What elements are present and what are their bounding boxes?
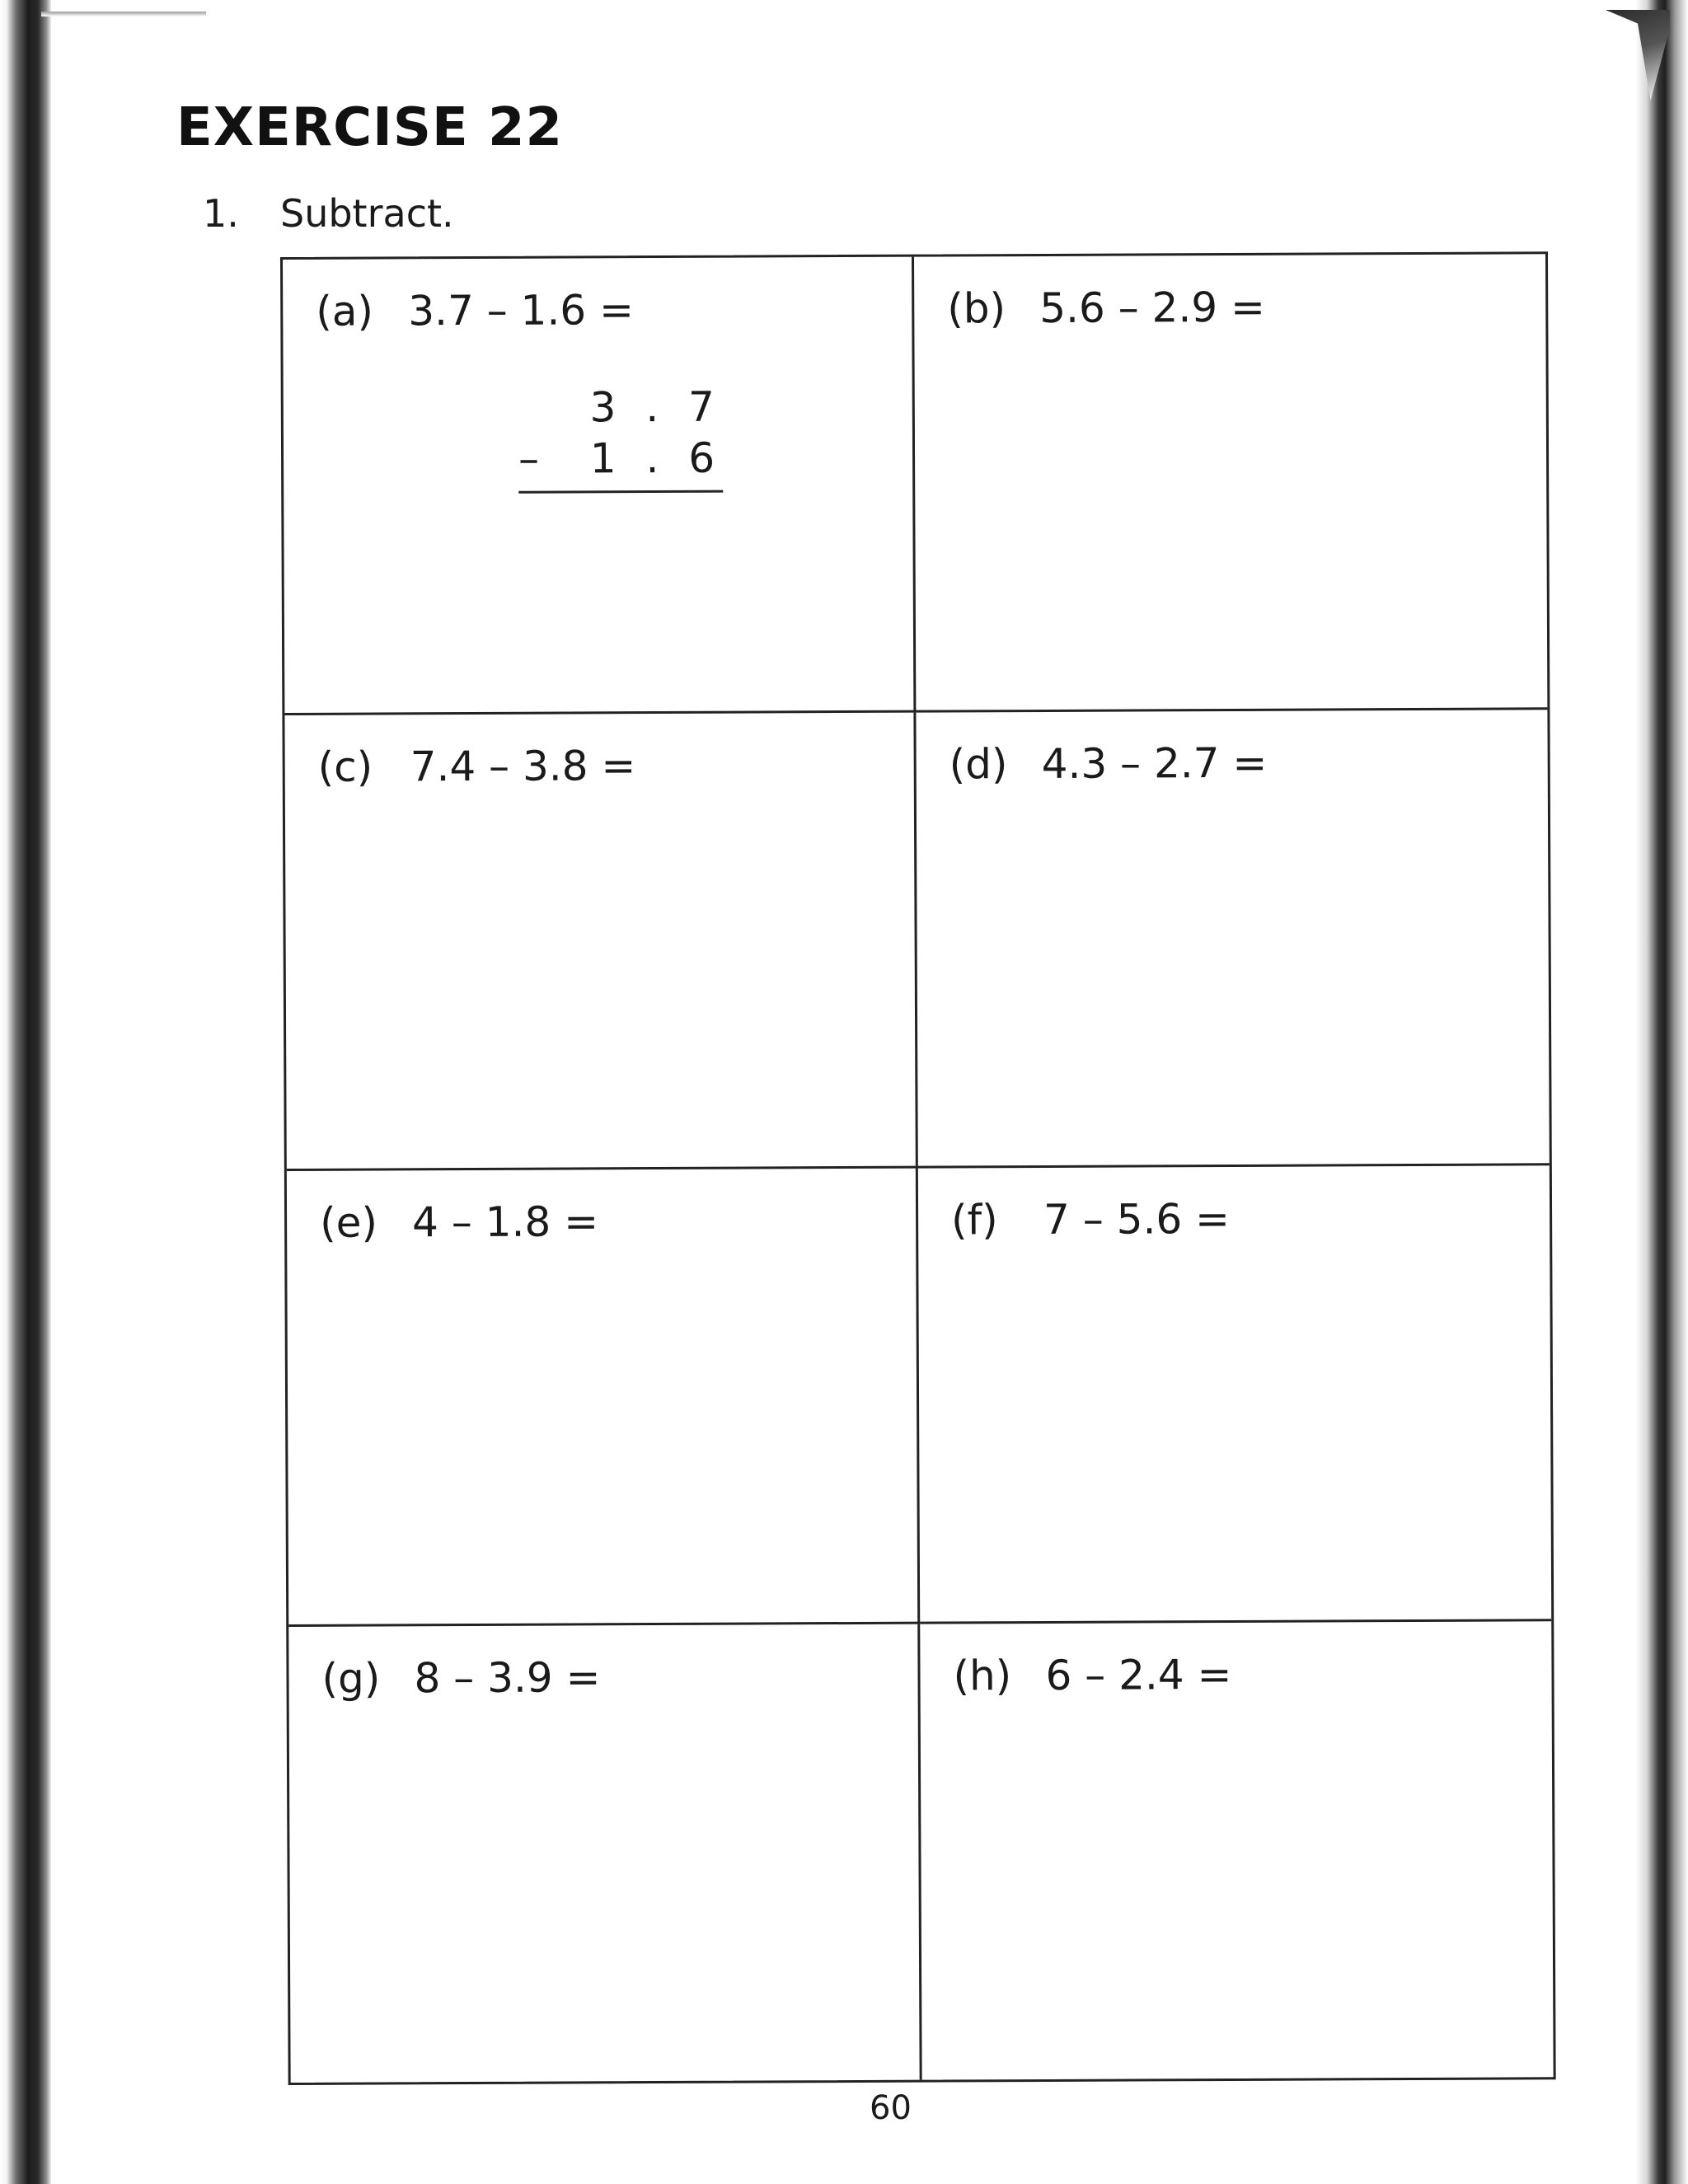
problem-label: (c) <box>317 743 373 791</box>
page-number: 60 <box>870 2089 912 2127</box>
problem-label: (h) <box>953 1652 1012 1700</box>
problem-expression: 4 – 1.8 = <box>411 1197 599 1247</box>
scan-page-curl-right <box>1606 0 1688 2184</box>
problem-g <box>321 1653 600 1702</box>
problem-cell-b[interactable] <box>914 254 1547 712</box>
problem-expression: 3.7 – 1.6 = <box>408 286 635 335</box>
problem-expression: 7.4 – 3.8 = <box>410 742 636 791</box>
problem-cell-c[interactable] <box>284 713 917 1171</box>
problem-label: (f) <box>950 1196 998 1244</box>
problem-cell-h[interactable] <box>920 1621 1553 2079</box>
question-number: 1. <box>203 191 239 236</box>
scan-binding-shadow-left <box>0 0 51 2184</box>
problem-h <box>953 1651 1231 1699</box>
worked-example-vertical-subtraction <box>518 382 724 494</box>
problem-cell-d[interactable] <box>916 710 1549 1168</box>
problem-f <box>951 1195 1230 1244</box>
problem-a <box>316 286 634 335</box>
problem-label: (b) <box>947 284 1006 333</box>
problem-grid <box>280 251 1556 2085</box>
problem-expression: 8 – 3.9 = <box>414 1653 601 1703</box>
problem-label: (g) <box>321 1654 381 1703</box>
scan-binding-edge-top <box>41 12 206 16</box>
problem-cell-g[interactable] <box>288 1624 921 2083</box>
problem-cell-e[interactable] <box>287 1169 920 1627</box>
answer-line <box>518 490 723 494</box>
problem-cell-a[interactable] <box>283 257 916 715</box>
problem-c <box>318 742 636 791</box>
problem-d <box>950 739 1268 789</box>
problem-expression: 7 – 5.6 = <box>1043 1194 1231 1244</box>
problem-b <box>947 284 1265 333</box>
worked-example-subtrahend: – 1 . 6 <box>518 434 724 483</box>
problem-expression: 6 – 2.4 = <box>1045 1650 1232 1699</box>
exercise-title: EXERCISE 22 <box>176 97 563 158</box>
problem-expression: 4.3 – 2.7 = <box>1041 738 1268 788</box>
problem-label: (e) <box>319 1198 378 1247</box>
problem-label: (d) <box>949 740 1008 789</box>
problem-label: (a) <box>316 287 374 335</box>
problem-cell-f[interactable] <box>918 1165 1551 1624</box>
question-text: Subtract. <box>280 191 454 236</box>
problem-expression: 5.6 – 2.9 = <box>1039 283 1266 332</box>
question-instruction <box>203 191 454 236</box>
worked-example-minuend: 3 . 7 <box>589 382 724 432</box>
problem-e <box>320 1197 598 1246</box>
